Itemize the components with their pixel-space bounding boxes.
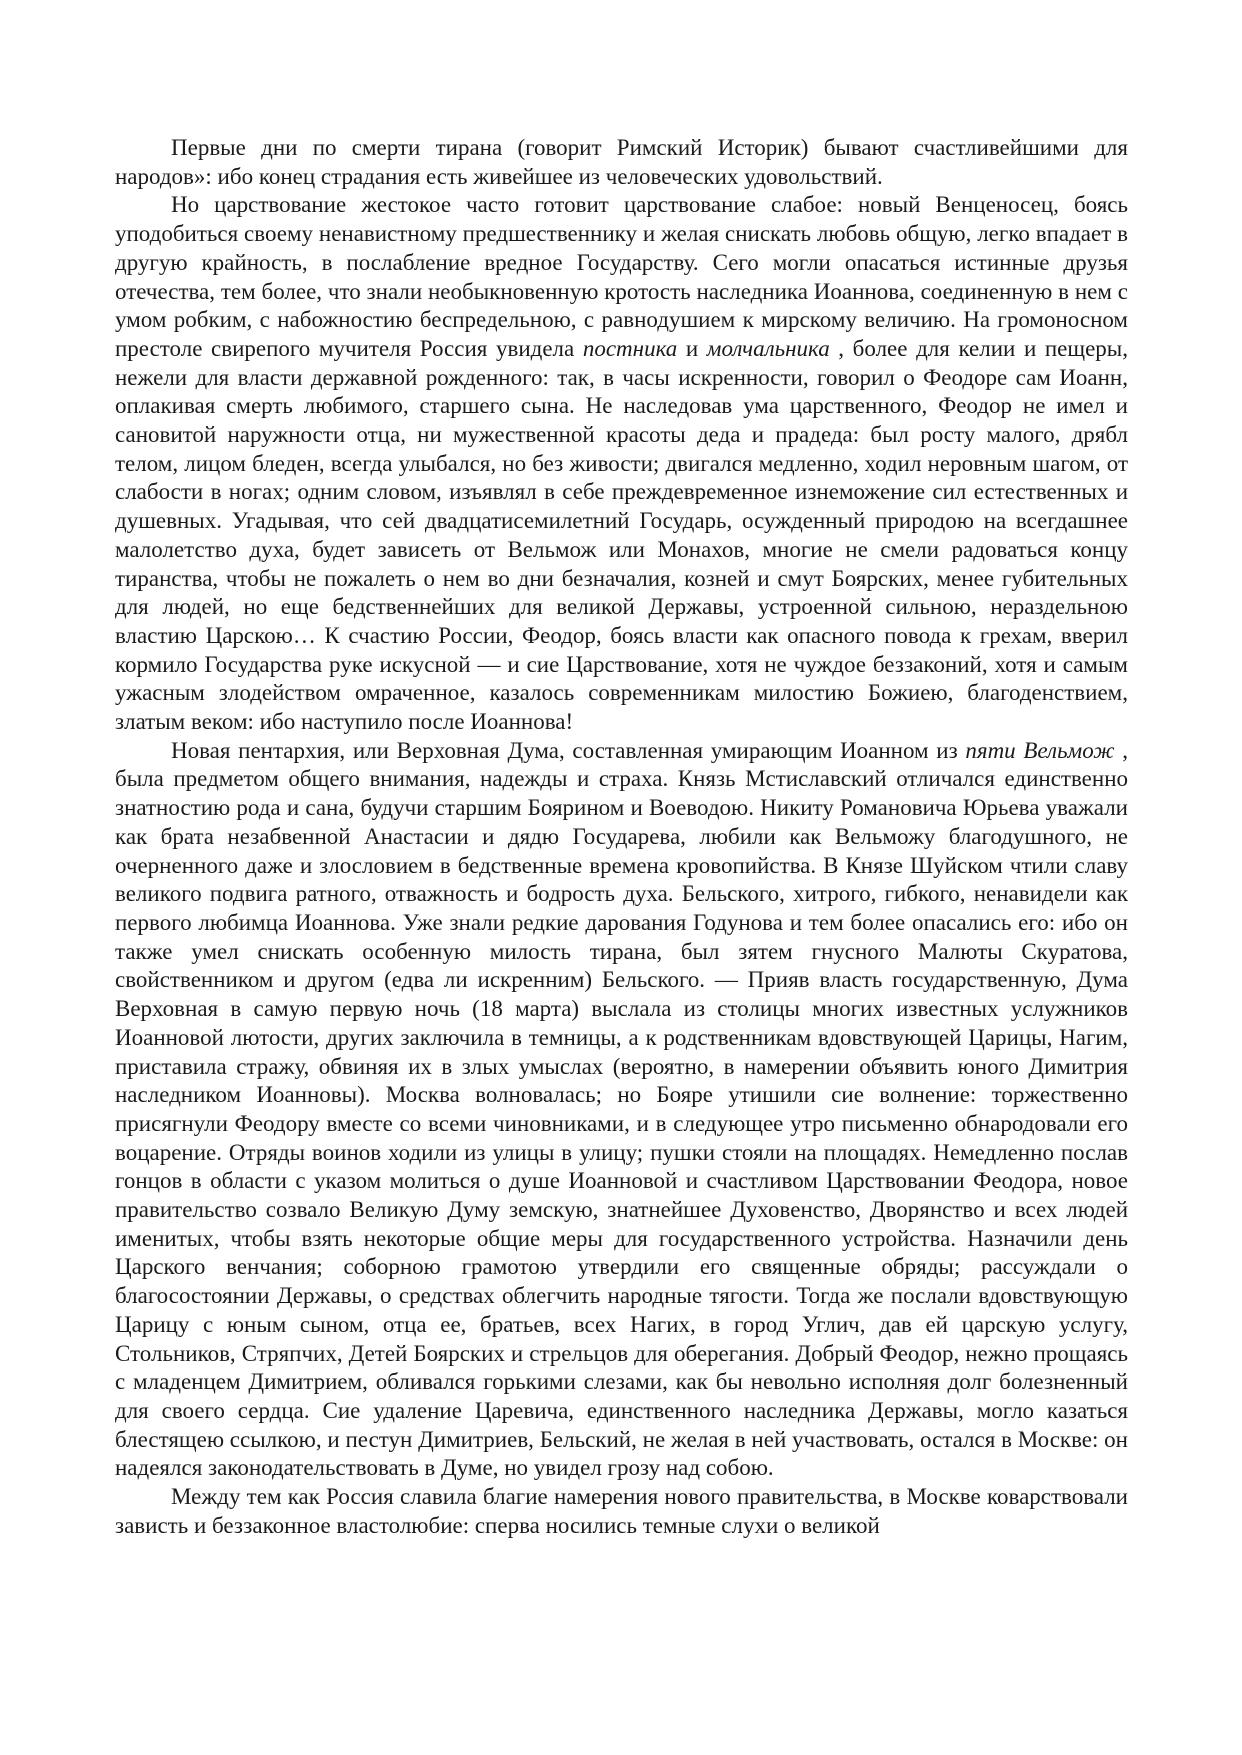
text-run: Но царствование жестокое часто готовит царствование слабое: новый Венценосец, боясь уподобиться своему ненавистному предшественнику и желая снискать любовь общую, легко впадает в другую крайность, в послабление вредное Государству. Сего могли опасаться истинные друзья отечества, тем более, что знали необыкновенную кротость наследника Иоаннова, соединенную в нем с умом робким, с набожностию беспредельною, с равнодушием к мирскому величию. На громоносном престоле свирепого мучителя Россия увидела	[115, 192, 1128, 361]
paragraph-3	[115, 737, 1128, 1483]
text-run: , более для келии и пещеры, нежели для власти державной рожденного: так, в часы искренности, говорил о Феодоре сам Иоанн, оплакивая смерть любимого, старшего сына. Не наследовав ума царственного, Феодор не имел и сановитой наружности отца, ни мужественной красоты деда и прадеда: был росту малого, дрябл телом, лицом бледен, всегда улыбался, но без живости; двигался медленно, ходил неровным шагом, от слабости в ногах; одним словом, изъявлял в себе преждевременное изнеможение сил естественных и душевных. Угадывая, что сей двадцатисемилетний Государь, осужденный природою на всегдашнее малолетство духа, будет зависеть от Вельмож или Монахов, многие не смели радоваться концу тиранства, чтобы не пожалеть о нем во дни безначалия, козней и смут Боярских, менее губительных для людей, но еще бедственнейших для великой Державы, устроенной сильною, нераздельною властию Царскою… К счастию России, Феодор, боясь власти как опасного повода к грехам, вверил кормило Государства руке искусной — и сие Царствование, хотя не чуждое беззаконий, хотя и самым ужасным злодейством омраченное, казалось современникам милостию Божиею, благоденствием, златым веком: ибо наступило после Иоаннова!	[115, 335, 1129, 735]
text-run: Между тем как Россия славила благие намерения нового правительства, в Москве коварствовали зависть и беззаконное властолюбие: сперва носились темные слухи о великой	[115, 1484, 1128, 1538]
paragraph-2	[115, 191, 1128, 736]
text-run: и	[677, 335, 707, 361]
text-run: Новая пентархия, или Верховная Дума, составленная умирающим Иоанном из	[171, 737, 966, 763]
text-run: , была предметом общего внимания, надежды и страха. Князь Мстиславский отличался единственно знатностию рода и сана, будучи старшим Боярином и Воеводою. Никиту Романовича Юрьева уважали как брата незабвенной Анастасии и дядю Государева, любили как Вельможу благодушного, не очерненного даже и злословием в бедственные времена кровопийства. В Князе Шуйском чтили славу великого подвига ратного, отважность и бодрость духа. Бельского, хитрого, гибкого, ненавидели как первого любимца Иоаннова. Уже знали редкие дарования Годунова и тем более опасались его: ибо он также умел снискать особенную милость тирана, был зятем гнусного Малюты Скуратова, свойственником и другом (едва ли искренним) Бельского. — Прияв власть государственную, Дума Верховная в самую первую ночь (18 марта) выслала из столицы многих известных услужников Иоанновой лютости, других заключила в темницы, а к родственникам вдовствующей Царицы, Нагим, приставила стражу, обвиняя их в злых умыслах (вероятно, в намерении объявить юного Димитрия наследником Иоанновы). Москва волновалась; но Бояре утишили сие волнение: торжественно присягнули Феодору вместе со всеми чиновниками, и в следующее утро письменно обнародовали его воцарение. Отряды воинов ходили из улицы в улицу; пушки стояли на площадях. Немедленно послав гонцов в области с указом молиться о душе Иоанновой и счастливом Царствовании Феодора, новое правительство созвало Великую Думу земскую, знатнейшее Духовенство, Дворянство и всех людей именитых, чтобы взять некоторые общие меры для государственного устройства. Назначили день Царского венчания; соборною грамотою утвердили его священные обряды; рассуждали о благосостоянии Державы, о средствах облегчить народные тягости. Тогда же послали вдовствующую Царицу с юным сыном, отца ее, братьев, всех Нагих, в город Углич, дав ей царскую услугу, Стольников, Стряпчих, Детей Боярских и стрельцов для оберегания. Добрый Феодор, нежно прощаясь с младенцем Димитрием, обливался горькими слезами, как бы невольно исполняя долг болезненный для своего сердца. Сие удаление Царевича, единственного наследника Державы, могло казаться блестящею ссылкою, и пестун Димитриев, Бельский, не желая в ней участвовать, остался в Москве: он надеялся законодательствовать в Думе, но увидел грозу над собою.	[115, 737, 1129, 1481]
italic-term: постника	[582, 335, 678, 361]
paragraph-4	[115, 1483, 1128, 1540]
text-run: Первые дни по смерти тирана (говорит Римский Историк) бывают счастливейшими для народов»: ибо конец страдания есть живейшее из человеческих удовольствий.	[115, 135, 1128, 189]
italic-term: молчальника	[706, 335, 830, 361]
paragraph-1	[115, 134, 1128, 191]
italic-term: пяти Вельмож	[965, 737, 1115, 763]
document-body-text	[115, 134, 1128, 1540]
